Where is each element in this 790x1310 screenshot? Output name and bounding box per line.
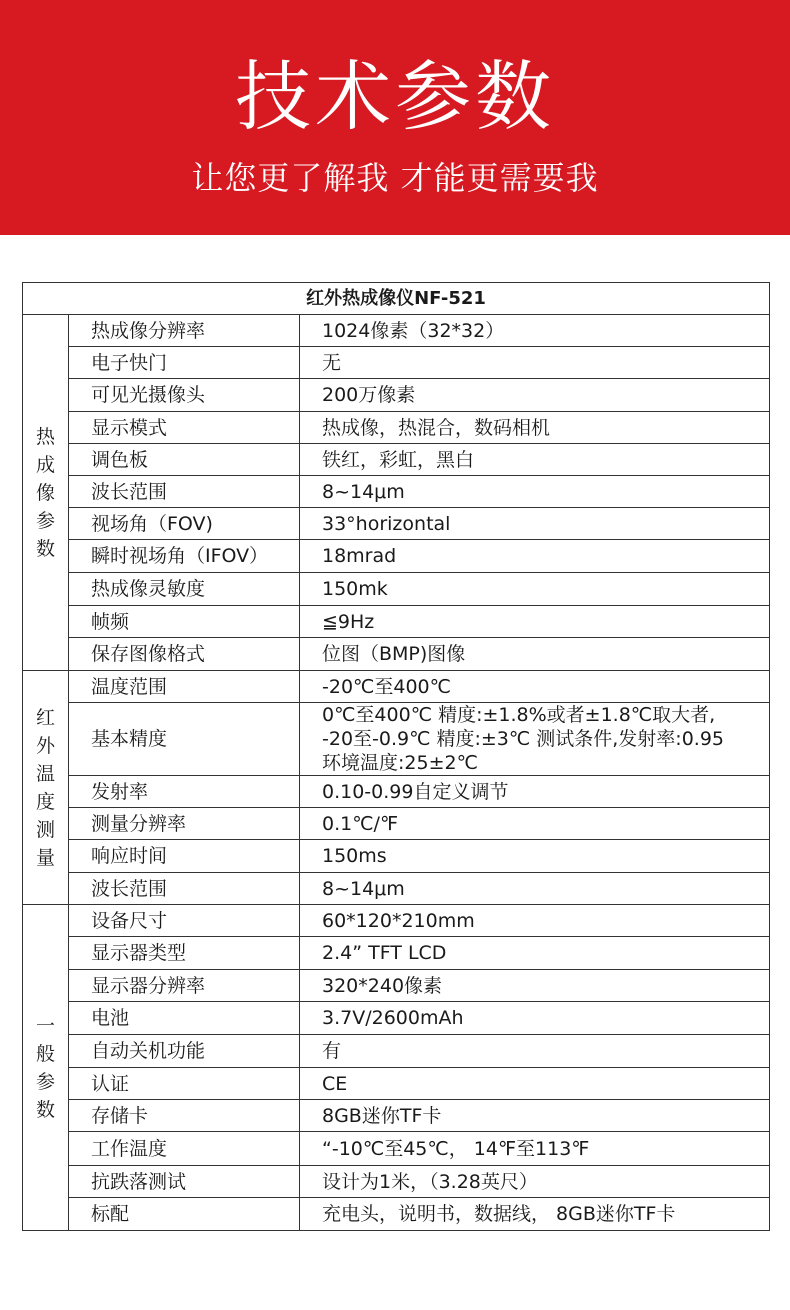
param-label: 设备尺寸 [69, 905, 300, 937]
param-value: “-10℃至45℃， 14℉至113℉ [300, 1132, 770, 1166]
table-row [23, 508, 770, 540]
table-row [23, 703, 770, 776]
group-label-text: 热成像参数 [35, 425, 55, 560]
table-row [23, 873, 770, 905]
table-row [23, 444, 770, 476]
param-label: 帧频 [69, 606, 300, 638]
page-subtitle: 让您更了解我 才能更需要我 [191, 159, 599, 197]
param-value: 200万像素 [300, 379, 770, 412]
param-label: 热成像灵敏度 [69, 573, 300, 606]
param-value: 设计为1米，（3.28英尺） [300, 1166, 770, 1198]
table-row [23, 776, 770, 808]
table-row [23, 937, 770, 970]
table-row [23, 1100, 770, 1132]
param-value: 充电头，说明书，数据线， 8GB迷你TF卡 [300, 1198, 770, 1231]
param-label: 标配 [69, 1198, 300, 1231]
table-row [23, 412, 770, 444]
table-row [23, 808, 770, 840]
param-label: 测量分辨率 [69, 808, 300, 840]
param-value: 33°horizontal [300, 508, 770, 540]
param-label: 认证 [69, 1068, 300, 1100]
spec-table [22, 282, 770, 1231]
param-value-line: 环境温度:25±2℃ [322, 752, 478, 774]
table-row [23, 1068, 770, 1100]
group-label [23, 315, 69, 671]
param-label: 视场角（FOV) [69, 508, 300, 540]
table-row [23, 1166, 770, 1198]
table-row [23, 540, 770, 573]
param-label: 响应时间 [69, 840, 300, 873]
param-value-line: -20至-0.9℃ 精度:±3℃ 测试条件,发射率:0.95 [322, 728, 725, 750]
group-label [23, 671, 69, 905]
param-value: 热成像，热混合，数码相机 [300, 412, 770, 444]
param-label: 波长范围 [69, 476, 300, 508]
param-label: 显示器类型 [69, 937, 300, 970]
param-value: 8~14μm [300, 476, 770, 508]
table-row [23, 379, 770, 412]
param-label: 电池 [69, 1002, 300, 1035]
table-row [23, 1198, 770, 1231]
param-label: 自动关机功能 [69, 1035, 300, 1068]
table-row [23, 638, 770, 671]
table-row [23, 1035, 770, 1068]
param-value: 150ms [300, 840, 770, 873]
param-value: 位图（BMP)图像 [300, 638, 770, 671]
param-value: 3.7V/2600mAh [300, 1002, 770, 1035]
param-label: 存储卡 [69, 1100, 300, 1132]
table-row [23, 573, 770, 606]
table-row [23, 315, 770, 347]
param-value: CE [300, 1068, 770, 1100]
param-label: 基本精度 [69, 703, 300, 776]
table-row [23, 1002, 770, 1035]
param-label: 热成像分辨率 [69, 315, 300, 347]
table-row [23, 905, 770, 937]
param-value: 铁红，彩虹，黑白 [300, 444, 770, 476]
param-value: 60*120*210mm [300, 905, 770, 937]
param-label: 抗跌落测试 [69, 1166, 300, 1198]
param-value: -20℃至400℃ [300, 671, 770, 703]
table-row [23, 1132, 770, 1166]
param-value: 0.10-0.99自定义调节 [300, 776, 770, 808]
group-label-text: 红外温度测量 [35, 706, 55, 869]
header-banner [0, 0, 790, 235]
param-label: 温度范围 [69, 671, 300, 703]
param-value: 18mrad [300, 540, 770, 573]
table-row [23, 347, 770, 379]
param-value: ≦9Hz [300, 606, 770, 638]
param-value: 150mk [300, 573, 770, 606]
param-label: 调色板 [69, 444, 300, 476]
table-title: 红外热成像仪NF-521 [23, 283, 770, 315]
group-label-text: 一般参数 [35, 1014, 55, 1121]
param-label: 可见光摄像头 [69, 379, 300, 412]
param-value: 2.4” TFT LCD [300, 937, 770, 970]
param-value: 无 [300, 347, 770, 379]
param-value: 320*240像素 [300, 970, 770, 1002]
group-label [23, 905, 69, 1231]
param-value: 8~14μm [300, 873, 770, 905]
param-value: 8GB迷你TF卡 [300, 1100, 770, 1132]
param-label: 瞬时视场角（IFOV） [69, 540, 300, 573]
table-row [23, 476, 770, 508]
param-value: 有 [300, 1035, 770, 1068]
param-label: 显示模式 [69, 412, 300, 444]
param-label: 发射率 [69, 776, 300, 808]
param-label: 保存图像格式 [69, 638, 300, 671]
param-label: 工作温度 [69, 1132, 300, 1166]
param-value-line: 0℃至400℃ 精度:±1.8%或者±1.8℃取大者, [322, 704, 716, 726]
table-row [23, 970, 770, 1002]
param-label: 显示器分辨率 [69, 970, 300, 1002]
table-row [23, 840, 770, 873]
table-row [23, 606, 770, 638]
page-title: 技术参数 [235, 52, 555, 141]
param-value: 0.1℃/℉ [300, 808, 770, 840]
table-row [23, 671, 770, 703]
param-label: 电子快门 [69, 347, 300, 379]
param-value: 1024像素（32*32） [300, 315, 770, 347]
param-label: 波长范围 [69, 873, 300, 905]
param-value [300, 703, 770, 776]
